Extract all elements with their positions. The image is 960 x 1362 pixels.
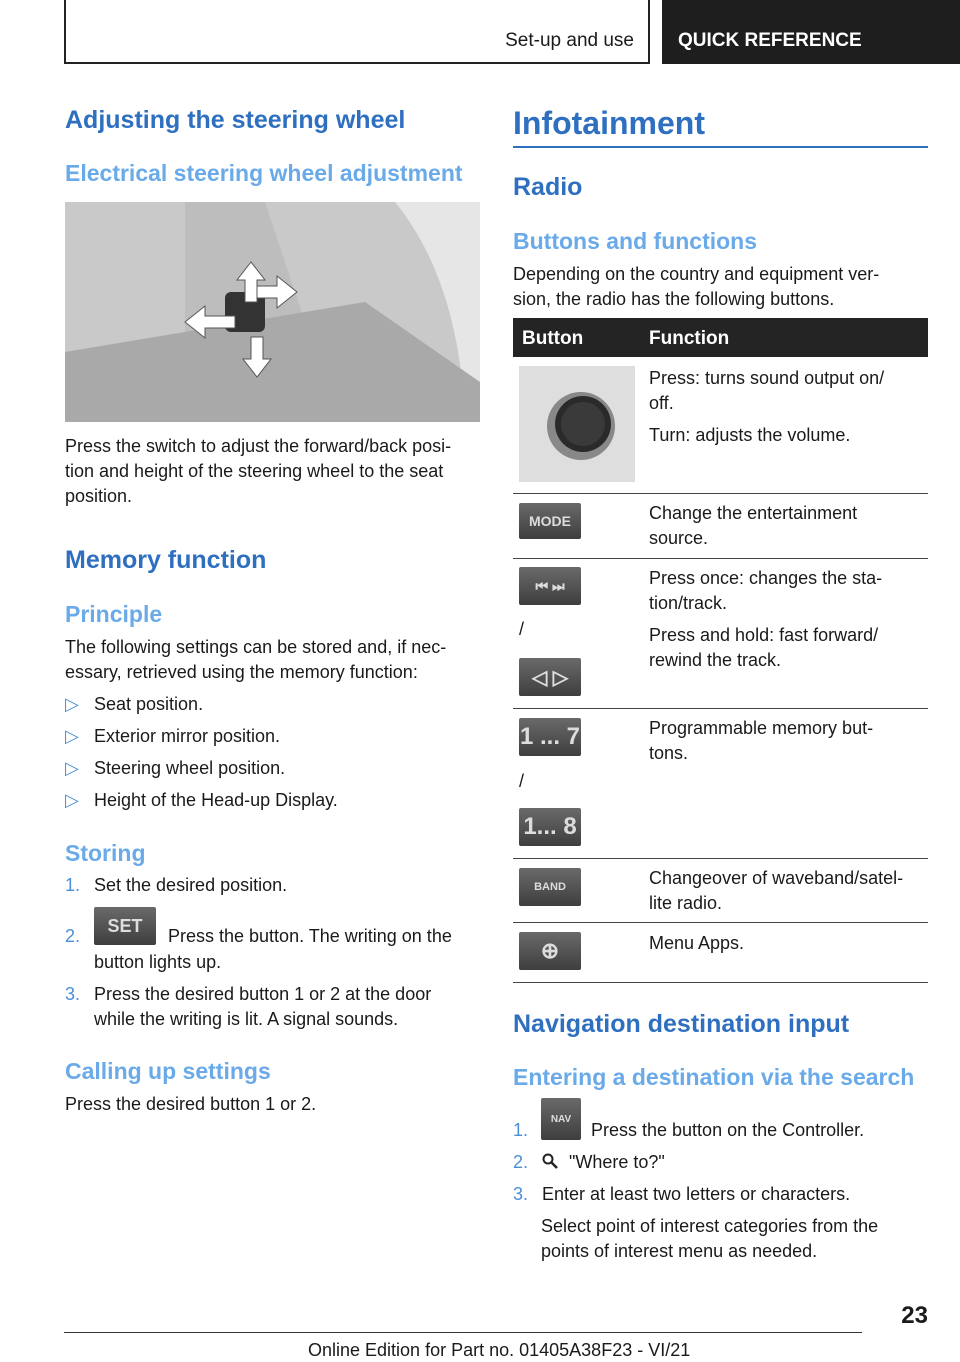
band-button-icon: BAND [519, 868, 581, 906]
footer-rule [64, 1332, 862, 1333]
memory-button-icon-7: 1 ... 7 [519, 718, 581, 756]
r3-text-b: tion/track. [649, 593, 728, 613]
r3-slash: / [519, 619, 525, 639]
r1-text-a: Press: turns sound output on/ [649, 368, 885, 388]
nav-step-2-text: "Where to?" [569, 1152, 665, 1172]
header-chapter: QUICK REFERENCE [678, 30, 862, 51]
bullet-marker: ▷ [65, 790, 79, 810]
header-section-box [64, 0, 650, 64]
skip-button-icon: ⏮ ⏭ [519, 567, 581, 605]
steering-switch-illustration [65, 202, 480, 422]
heading-steering: Adjusting the steering wheel [65, 106, 406, 134]
row-divider [513, 558, 928, 559]
step-text: Press the desired button 1 or 2 at the door [94, 984, 432, 1004]
r5-text-a: Changeover of waveband/satel- [649, 868, 904, 888]
text-switch-1: Press the switch to adjust the forward/back posi- [65, 436, 452, 456]
step-2-text-b: button lights up. [94, 952, 222, 972]
row-divider [513, 982, 928, 983]
set-button-icon: SET [94, 907, 156, 945]
heading-nav: Navigation destination input [513, 1010, 850, 1038]
row-divider [513, 708, 928, 709]
step-3-text-b: while the writing is lit. A signal sounds. [94, 1009, 399, 1029]
r4-text-a: Programmable memory but- [649, 718, 874, 738]
page-number: 23 [901, 1302, 928, 1329]
memory-button-icon-8: 1... 8 [519, 808, 581, 846]
step-2-text-a: Press the button. The writing on the [168, 926, 452, 946]
col-function: Function [649, 328, 730, 349]
header-chapter-box [662, 0, 960, 64]
r2-text-b: source. [649, 528, 709, 548]
mode-button-icon: MODE [519, 503, 581, 539]
row-divider [513, 922, 928, 923]
bullet-marker: ▷ [65, 758, 79, 778]
nav-step-1-text: Press the button on the Controller. [591, 1120, 865, 1140]
r3-text-c: Press and hold: fast forward/ [649, 625, 879, 645]
nav-step-3-text-c: points of interest menu as needed. [541, 1241, 818, 1261]
r3-text-d: rewind the track. [649, 650, 782, 670]
table-header [513, 318, 928, 357]
text-calling: Press the desired button 1 or 2. [65, 1094, 317, 1114]
col-button: Button [522, 328, 584, 349]
arrow-button-icon: ◁ ▷ [519, 658, 581, 696]
heading-storing: Storing [65, 840, 146, 866]
header-section: Set-up and use [505, 30, 634, 51]
heading-calling: Calling up settings [65, 1058, 271, 1084]
step-text: Enter at least two letters or characters. [542, 1184, 851, 1204]
step-number: 3. [513, 1184, 529, 1204]
bullet-text: Exterior mirror position. [94, 726, 281, 746]
heading-radio: Radio [513, 173, 583, 201]
r4-text-b: tons. [649, 743, 689, 763]
r6-text-a: Menu Apps. [649, 933, 745, 953]
heading-search: Entering a destination via the search [513, 1064, 915, 1090]
heading-buttons: Buttons and functions [513, 228, 758, 254]
r1-text-b: off. [649, 393, 674, 413]
bullet-text: Seat position. [94, 694, 204, 714]
r5-text-b: lite radio. [649, 893, 723, 913]
heading-infotainment: Infotainment [513, 105, 705, 141]
nav-step-3-text-b: Select point of interest categories from the [541, 1216, 879, 1236]
search-icon [541, 1152, 559, 1170]
bullet-text: Steering wheel position. [94, 758, 286, 778]
heading-memory: Memory function [65, 546, 267, 574]
text-switch-3: position. [65, 486, 133, 506]
step-number: 2. [65, 926, 81, 946]
r1-text-c: Turn: adjusts the volume. [649, 425, 851, 445]
step-number: 3. [65, 984, 81, 1004]
steering-switch-image [65, 202, 480, 422]
bullet-marker: ▷ [65, 726, 79, 746]
text-principle-1: The following settings can be stored and, if nec- [65, 637, 447, 657]
step-number: 2. [513, 1152, 529, 1172]
row-divider [513, 493, 928, 494]
text-principle-2: essary, retrieved using the memory function: [65, 662, 418, 682]
text-depend-2: sion, the radio has the following buttons. [513, 289, 835, 309]
volume-knob-illustration [519, 366, 635, 482]
r3-text-a: Press once: changes the sta- [649, 568, 883, 588]
text-switch-2: tion and height of the steering wheel to the seat [65, 461, 444, 481]
heading-electrical: Electrical steering wheel adjustment [65, 160, 463, 186]
heading-principle: Principle [65, 601, 163, 627]
r2-text-a: Change the entertainment [649, 503, 858, 523]
apps-button-icon: ⊕ [519, 932, 581, 970]
text-depend-1: Depending on the country and equipment ver- [513, 264, 880, 284]
r4-slash: / [519, 771, 525, 791]
heading-rule [513, 146, 928, 148]
step-number: 1. [65, 875, 81, 895]
bullet-text: Height of the Head-up Display. [94, 790, 338, 810]
footer-text: Online Edition for Part no. 01405A38F23 - VI/21 [308, 1340, 691, 1360]
step-number: 1. [513, 1120, 529, 1140]
step-text: Set the desired position. [94, 875, 288, 895]
row-divider [513, 858, 928, 859]
bullet-marker: ▷ [65, 694, 79, 714]
nav-button-icon: NAV [541, 1098, 581, 1140]
volume-knob-image [519, 366, 635, 482]
